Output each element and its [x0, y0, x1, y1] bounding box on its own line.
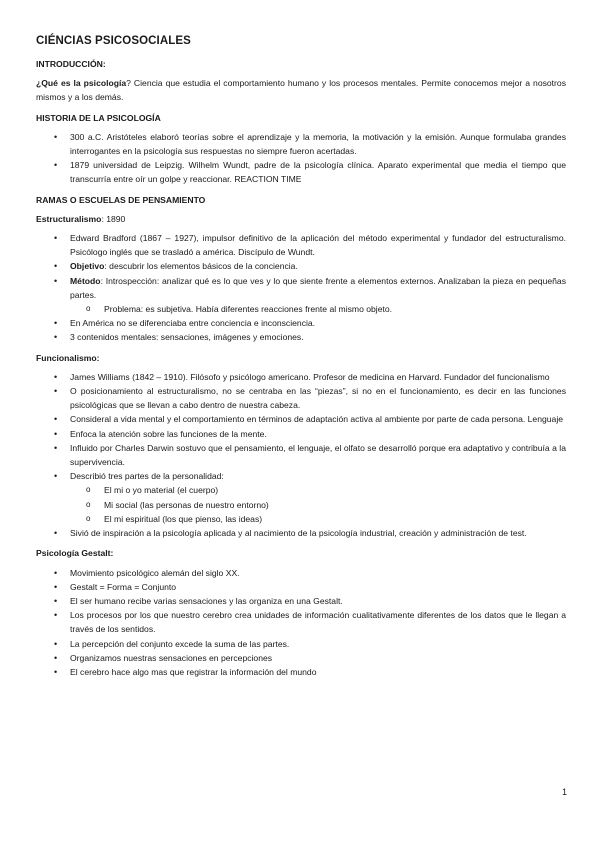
sub-list-item: o Problema: es subjetiva. Había diferentes reacciones frente al mismo objeto. — [70, 302, 566, 316]
list-item-objetivo — [36, 259, 566, 273]
list-item: • Los procesos por los que nuestro cerebro crea unidades de información cualitativamente diferentes de los datos que le llegan a través de los sentidos. — [36, 608, 566, 636]
sub-list-item: o Mi social (las personas de nuestro entorno) — [70, 498, 566, 512]
subsection-gestalt: Psicología Gestalt: — [36, 548, 114, 559]
list-item: • James Williams (1842 – 1910). Filósofo y psicólogo americano. Profesor de medicina en Harvard. Fundador del funcionalismo — [36, 370, 566, 384]
list-item: • O posicionamiento al estructuralismo, no se centraba en las “piezas”, si no en el funcionamiento, es decir en las funciones psicológicas que se llevan a cabo dentro de nuestra cabeza. — [36, 384, 566, 412]
page-number: 1 — [561, 787, 567, 797]
list-item: • Consideral a vida mental y el comportamiento en términos de adaptación activa al ambiente por parte de cada persona. Lenguaje — [36, 412, 566, 426]
personalidad-sublist — [70, 483, 566, 526]
document-body — [36, 34, 566, 685]
document-title: CIÉNCIAS PSICOSOCIALES — [36, 35, 191, 47]
estructuralismo-year: : 1890 — [101, 213, 126, 224]
list-item: • Enfoca la atención sobre las funciones de la mente. — [36, 427, 566, 441]
metodo-sublist — [70, 302, 566, 316]
section-heading-introduccion: INTRODUCCIÓN: — [36, 59, 106, 69]
subsection-funcionalismo: Funcionalismo: — [36, 352, 100, 363]
list-item: • Organizamos nuestras sensaciones en percepciones — [36, 651, 566, 665]
sub-list-item: o El mi o yo material (el cuerpo) — [70, 483, 566, 497]
list-item: • Influido por Charles Darwin sostuvo que el pensamiento, el lenguaje, el olfato se desarrolló porque era adaptativo y contribuía a la supervivencia. — [36, 441, 566, 469]
list-item-personalidad — [36, 469, 566, 526]
personalidad-intro: Describió tres partes de la personalidad: — [70, 471, 224, 482]
sub-list-item: o El mi espiritual (los que pienso, las ideas) — [70, 512, 566, 526]
objetivo-label: Objetivo — [70, 261, 105, 272]
objetivo-text: : descubrir los elementos básicos de la conciencia. — [104, 261, 298, 272]
list-item: • 300 a.C. Aristóteles elaboró teorías sobre el aprendizaje y la memoria, la motivación y la emisión. Aunque formulaba grandes interrogantes en la psicología sus respuestas no siempre fueron acertadas. — [36, 130, 566, 158]
funcionalismo-list — [36, 370, 566, 540]
list-item: • Edward Bradford (1867 – 1927), impulsor definitivo de la aplicación del método experimental y fundador del estructuralismo. Psicólogo inglés que se trasladó a américa. Discípulo de Wundt. — [36, 231, 566, 259]
section-heading-ramas: RAMAS O ESCUELAS DE PENSAMIENTO — [36, 194, 206, 205]
list-item: • La percepción del conjunto excede la suma de las partes. — [36, 637, 566, 651]
historia-list — [36, 130, 566, 187]
list-item-metodo — [36, 274, 566, 317]
list-item: • El ser humano recibe varias sensaciones y las organiza en una Gestalt. — [36, 594, 566, 608]
section-heading-historia: HISTORIA DE LA PSICOLOGÍA — [36, 112, 161, 123]
metodo-label: Método — [70, 275, 101, 286]
intro-answer: ? Ciencia que estudia el comportamiento humano y los procesos mentales. Permite conocemos mejor a nosotros mismos y a los demás. — [36, 78, 566, 103]
list-item: • Movimiento psicológico alemán del siglo XX. — [36, 566, 566, 580]
intro-paragraph — [36, 76, 566, 104]
list-item: • 3 contenidos mentales: sensaciones, imágenes y emociones. — [36, 330, 566, 344]
estructuralismo-list — [36, 231, 566, 345]
list-item: • Sivió de inspiración a la psicología aplicada y al nacimiento de la psicología industrial, creación y administración de test. — [36, 526, 566, 540]
list-item: • Gestalt = Forma = Conjunto — [36, 580, 566, 594]
subsection-estructuralismo — [36, 212, 566, 226]
list-item: • El cerebro hace algo mas que registrar la información del mundo — [36, 665, 566, 679]
intro-question: ¿Qué es la psicología — [36, 78, 127, 89]
estructuralismo-heading: Estructuralismo — [36, 213, 102, 224]
metodo-text: : Introspección: analizar qué es lo que ves y lo que siente frente a elementos externos. Analizaban la pieza en pequeñas partes. — [70, 275, 566, 300]
list-item: • En América no se diferenciaba entre conciencia e inconsciencia. — [36, 316, 566, 330]
gestalt-list — [36, 566, 566, 680]
list-item: • 1879 universidad de Leipzig. Wilhelm Wundt, padre de la psicología clínica. Aparato experimental que media el tiempo que transcurría entre oír un golpe y reaccionar. REACTION TIME — [36, 158, 566, 186]
